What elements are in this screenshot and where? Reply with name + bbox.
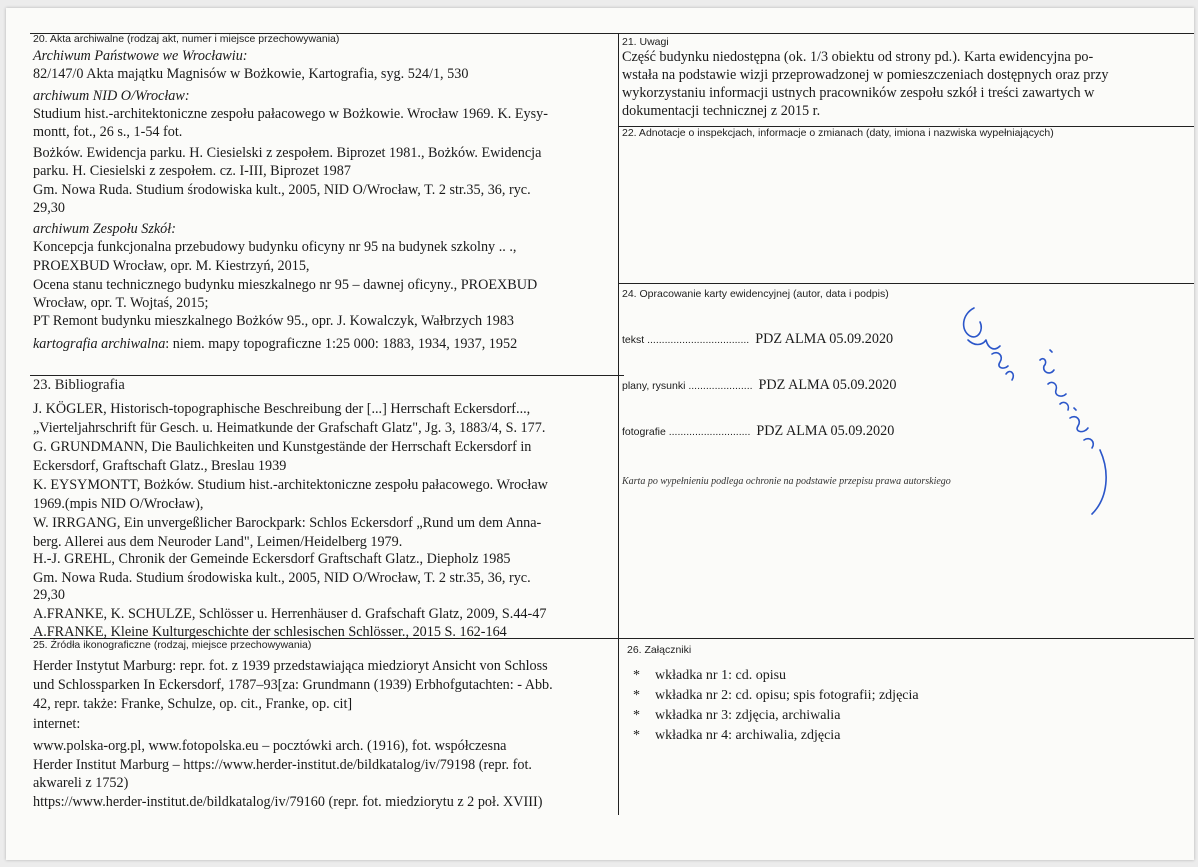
s23-line: 29,30 [33,587,65,603]
s23-line: K. EYSYMONTT, Bożków. Studium hist.-architektoniczne zespołu pałacowego. Wrocław [33,477,548,493]
s20-line-italic-part: kartografia archiwalna [33,336,166,352]
s24-row-label: tekst [622,334,648,346]
s20-line: PT Remont budynku mieszkalnego Bożków 95., opr. J. Kowalczyk, Wałbrzych 1983 [33,313,515,329]
s20-line: Bożków. Ewidencja parku. H. Ciesielski z zespołem. Biprozet 1981., Bożków. Ewidencja [33,145,542,161]
bullet-icon: * [633,668,640,683]
s25-line: Herder Instytut Marburg: repr. fot. z 1939 przedstawiająca miedzioryt Ansicht von Schloss [33,658,548,674]
divider-20-23 [30,375,624,376]
section-23-header: 23. Bibliografia [33,377,125,393]
s26-list-item [633,668,786,684]
s24-row-label: plany, rysunki [622,380,689,392]
s21-line: dokumentacji technicznej z 2015 r. [622,103,821,119]
s24-row-dots: ...................... [688,380,753,392]
s23-line: A.FRANKE, K. SCHULZE, Schlösser u. Herrenhäuser d. Grafschaft Glatz, 2009, S.44-47 [33,606,547,622]
s24-row-value: PDZ ALMA 05.09.2020 [756,423,895,439]
s26-item-label: wkładka nr 4: archiwalia, zdjęcia [655,728,841,743]
s20-line: Ocena stanu technicznego budynku mieszkalnego nr 95 – dawnej oficyny., PROEXBUD [33,277,538,293]
s24-row-dots: ................................... [647,334,750,346]
s23-line: „Vierteljahrschrift für Gesch. u. Heimatkunde der Grafschaft Glatz", Jg. 3, 1883/4, S. 177. [33,420,546,436]
s25-line: Herder Institut Marburg – https://www.herder-institut.de/bildkatalog/iv/79198 (repr. fot. [33,757,532,773]
s23-line: G. GRUNDMANN, Die Baulichkeiten und Kunstgestände der Herrschaft Eckersdorf in [33,439,532,455]
s25-line: www.polska-org.pl, www.fotopolska.eu – pocztówki arch. (1916), fot. współczesna [33,738,507,754]
s20-line: Gm. Nowa Ruda. Studium środowiska kult., 2005, NID O/Wrocław, T. 2 str.35, 36, ryc. [33,182,531,198]
document-sheet [6,8,1194,860]
s26-item-label: wkładka nr 3: zdjęcia, archiwalia [655,708,841,723]
s20-line: Wrocław, opr. T. Wojtaś, 2015; [33,295,209,311]
s20-line: archiwum Zespołu Szkół: [33,221,176,237]
s26-item-label: wkładka nr 1: cd. opisu [655,668,787,683]
s23-line: Gm. Nowa Ruda. Studium środowiska kult., 2005, NID O/Wrocław, T. 2 str.35, 36, ryc. [33,570,531,586]
s24-row-label: fotografie [622,426,669,438]
section-21-header: 21. Uwagi [622,36,669,48]
s20-line: Archiwum Państwowe we Wrocławiu: [33,48,248,64]
s25-line: internet: [33,716,81,732]
s23-line: Eckersdorf, Graftschaft Glatz., Breslau 1939 [33,458,287,474]
s23-line: W. IRRGANG, Ein unvergeßlicher Barockpark: Schlos Eckersdorf „Rund um dem Anna- [33,515,542,531]
section-20-header: 20. Akta archiwalne (rodzaj akt, numer i miejsce przechowywania) [33,33,340,45]
s23-line: J. KÖGLER, Historisch-topographische Beschreibung der [...] Herrschaft Eckersdorf..., [33,401,531,417]
s25-line: 42, repr. także: Franke, Schulze, op. cit., Franke, op. cit] [33,696,353,712]
s26-list-item [633,688,919,704]
s21-line: wstała na podstawie wizji przeprowadzonej w pomieszczeniach dostępnych oraz przy [622,67,1109,83]
divider-22-24 [618,283,1194,284]
s24-row [622,377,896,396]
s20-line: montt, fot., 26 s., 1-54 fot. [33,124,183,140]
section-25-header: 25. Źródła ikonograficzne (rodzaj, miejsce przechowywania) [33,639,312,651]
s20-line [33,336,517,354]
s26-item-label: wkładka nr 2: cd. opisu; spis fotografii; zdjęcia [655,688,919,703]
handwritten-signature [952,300,1122,530]
s20-line-rest: : niem. mapy topograficzne 1:25 000: 1883, 1934, 1937, 1952 [165,336,518,352]
bullet-icon: * [633,708,640,723]
section-22-header: 22. Adnotacje o inspekcjach, informacje o zmianach (daty, imiona i nazwiska wypełniających) [622,127,1054,139]
s25-line: https://www.herder-institut.de/bildkatalog/iv/79160 (repr. fot. miedziorytu z 2 poł. XVIII) [33,794,543,810]
section-26-header: 26. Załączniki [627,644,692,656]
copyright-note: Karta po wypełnieniu podlega ochronie na podstawie przepisu prawa autorskiego [622,476,951,487]
s23-line: A.FRANKE, Kleine Kulturgeschichte der schlesischen Schlösser., 2015 S. 162-164 [33,624,507,640]
s23-line: berg. Allerei aus dem Neuroder Land", Leimen/Heidelberg 1979. [33,534,403,550]
s20-line: Koncepcja funkcjonalna przebudowy budynku oficyny nr 95 na budynek szkolny .. ., [33,239,517,255]
s23-line: H.-J. GREHL, Chronik der Gemeinde Eckersdorf Graftschaft Glatz., Diepholz 1985 [33,551,511,567]
s24-row-value: PDZ ALMA 05.09.2020 [755,331,894,347]
s25-line: akwareli z 1752) [33,775,129,791]
s20-line: PROEXBUD Wrocław, opr. M. Kiestrzyń, 2015, [33,258,310,274]
s20-line: parku. H. Ciesielski z zespołem. cz. I-III, Biprozet 1987 [33,163,351,179]
bullet-icon: * [633,728,640,743]
s24-row [622,331,893,350]
s26-list-item [633,708,840,724]
s24-row [622,423,894,442]
s25-line: und Schlossparken In Eckersdorf, 1787–93[za: Grundmann (1939) Erbhofgutachten: - Abb. [33,677,553,693]
section-24-header: 24. Opracowanie karty ewidencyjnej (autor, data i podpis) [622,288,889,300]
s26-list-item [633,728,840,744]
s21-line: wykorzystaniu informacji ustnych pracowników zespołu szkół i treści zawartych w [622,85,1095,101]
s21-line: Część budynku niedostępna (ok. 1/3 obiektu od strony pd.). Karta ewidencyjna po- [622,49,1094,65]
s24-row-value: PDZ ALMA 05.09.2020 [758,377,897,393]
s23-line: 1969.(mpis NID O/Wrocław), [33,496,204,512]
s20-line: Studium hist.-architektoniczne zespołu pałacowego w Bożkowie. Wrocław 1969. K. Eysy- [33,106,548,122]
bullet-icon: * [633,688,640,703]
column-divider [618,33,619,815]
s20-line: 29,30 [33,200,65,216]
s24-row-dots: ............................ [668,426,751,438]
s20-line: archiwum NID O/Wrocław: [33,88,190,104]
s20-line: 82/147/0 Akta majątku Magnisów w Bożkowie, Kartografia, syg. 524/1, 530 [33,66,469,82]
